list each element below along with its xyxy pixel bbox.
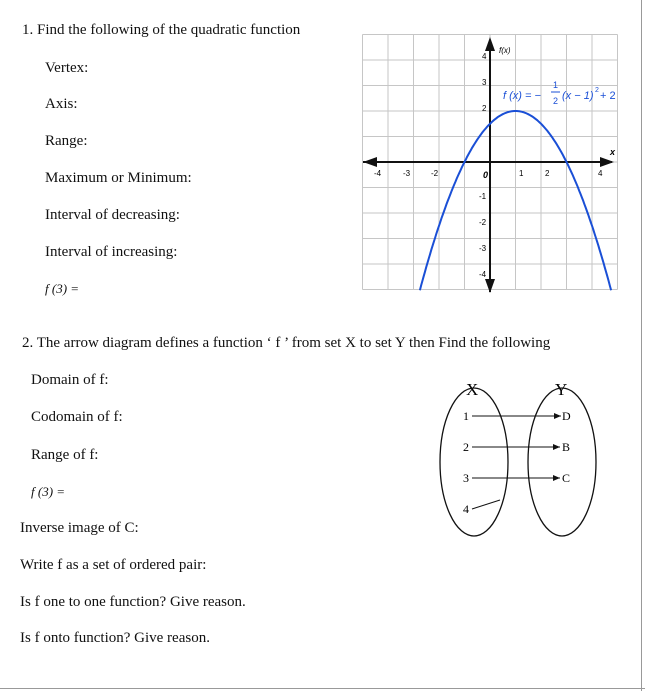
mapping-stub-line [472, 500, 500, 509]
x-tick-label: -4 [374, 169, 382, 178]
x-tick-label: -3 [403, 169, 411, 178]
q1-axis-label: Axis: [45, 96, 78, 112]
q2-f3-label: f (3) = [31, 484, 66, 499]
question-2-title: 2. The arrow diagram defines a function ‘ f ’ from set X to set Y then Find the following [22, 335, 551, 351]
equation-lhs: f (x) = − [503, 90, 541, 102]
x-tick-label: 2 [545, 169, 550, 178]
x-axis-label: x [610, 147, 616, 157]
y-tick-label: -2 [479, 218, 487, 227]
origin-label: 0 [483, 170, 489, 180]
domain-element: 4 [463, 502, 469, 516]
set-x-label: X [466, 380, 479, 399]
y-tick-label: 4 [482, 52, 487, 61]
y-axis-label: f(x) [499, 46, 511, 55]
equation-fraction-denominator: 2 [553, 96, 559, 106]
y-tick-label: -1 [479, 192, 487, 201]
codomain-element: B [562, 440, 571, 454]
q2-one-to-one-label: Is f one to one function? Give reason. [20, 594, 246, 610]
q2-range-label: Range of f: [31, 447, 99, 463]
equation-rhs: (x − 1) [562, 90, 594, 102]
q1-max-min-label: Maximum or Minimum: [45, 170, 192, 186]
x-tick-label: 1 [519, 169, 524, 178]
y-tick-label: -3 [479, 244, 487, 253]
q2-ordered-pairs-label: Write f as a set of ordered pair: [20, 557, 207, 573]
equation-fraction-numerator: 1 [553, 80, 559, 90]
q2-codomain-label: Codomain of f: [31, 409, 123, 425]
q1-decreasing-label: Interval of decreasing: [45, 207, 180, 223]
equation-tail: + 2 [600, 90, 616, 102]
x-tick-label: 4 [598, 169, 603, 178]
q1-range-label: Range: [45, 133, 88, 149]
question-1-title: 1. Find the following of the quadratic function [22, 22, 301, 38]
y-tick-label: -4 [479, 270, 487, 279]
q1-increasing-label: Interval of increasing: [45, 244, 178, 260]
q1-f3-label: f (3) = [45, 281, 80, 296]
q2-onto-label: Is f onto function? Give reason. [20, 630, 210, 646]
equation-exponent: 2 [595, 87, 599, 94]
y-tick-label: 2 [482, 104, 487, 113]
q1-vertex-label: Vertex: [45, 60, 89, 76]
domain-element: 2 [463, 440, 469, 454]
domain-element: 1 [463, 409, 469, 423]
domain-element: 3 [463, 471, 469, 485]
q2-domain-label: Domain of f: [31, 372, 109, 388]
set-y-label: Y [555, 380, 568, 399]
codomain-element: D [562, 409, 571, 423]
codomain-element: C [562, 471, 571, 485]
q2-inverse-image-label: Inverse image of C: [20, 520, 139, 536]
y-tick-label: 3 [482, 78, 487, 87]
set-x-ellipse [440, 388, 508, 536]
x-tick-label: -2 [431, 169, 439, 178]
